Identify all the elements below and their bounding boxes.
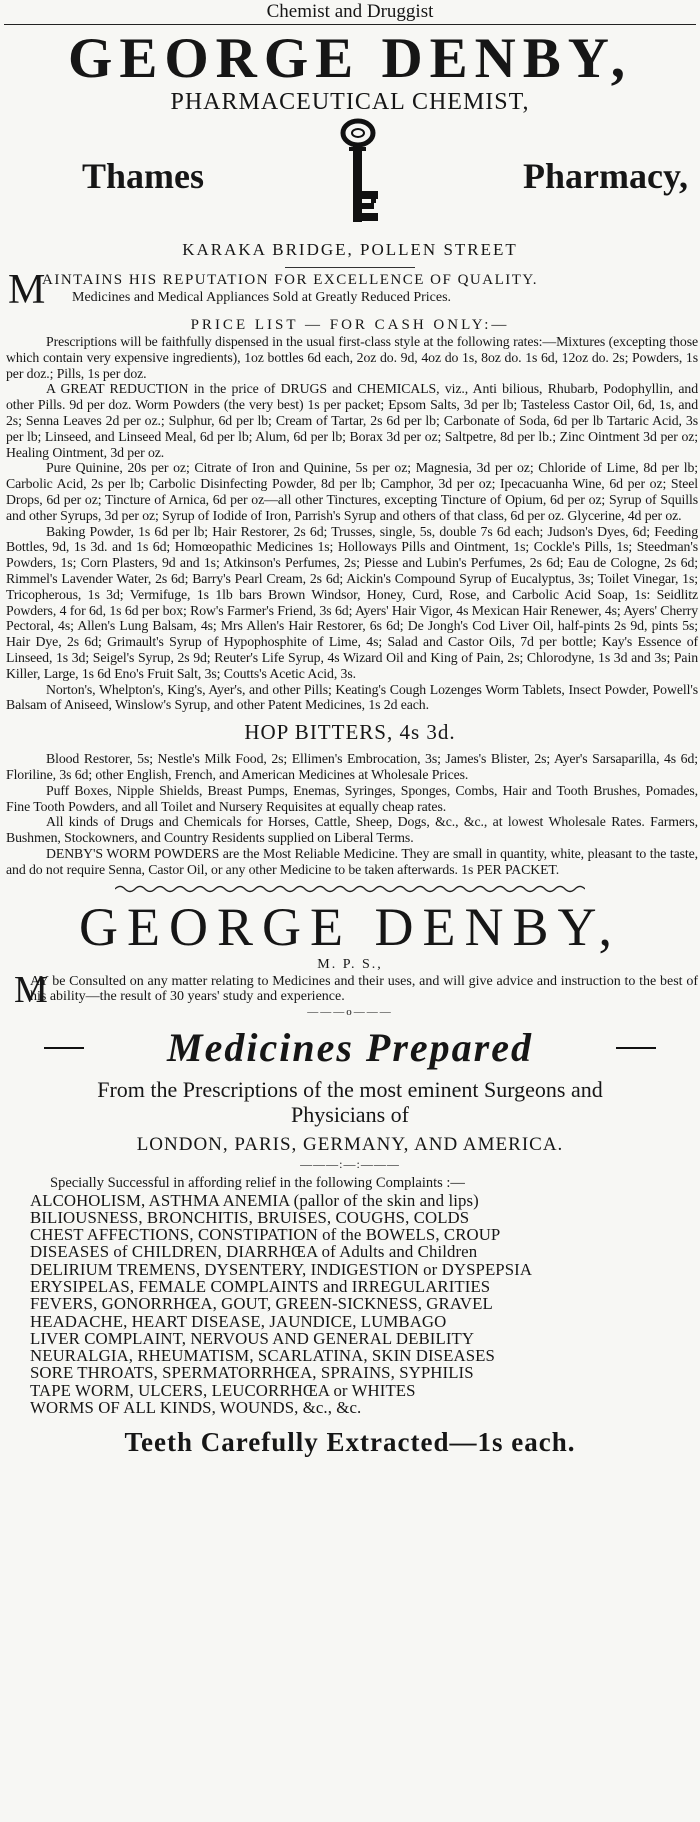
drop-cap: M (8, 267, 46, 313)
paragraph: Pure Quinine, 20s per oz; Citrate of Iron and Quinine, 5s per oz; Magnesia, 3d per oz; Chloride of Lime, 8d per lb; Carbolic Acid, 2s per lb; Carbolic Disinfecting Powder, 8d per lb; Camphor, 3d per oz; Ipecacuanha Wine, 6d per oz; Steel Drops, 6d per oz; Tincture of Arnica, 6d per oz—all other Tinctures, excepting Tincture of Opium, 6d per oz; Syrup of Squills and other Syrups, 3d per oz; Syrup of Iodide of Iron, Parrish's Syrup and others of that class, 6d per oz. Glycerine, 4d per oz. (6, 460, 698, 523)
maintains-block (0, 267, 700, 313)
teeth-extraction-line: Teeth Carefully Extracted—1s each. (124, 1427, 576, 1458)
price-list-heading: PRICE LIST — FOR CASH ONLY:— (190, 317, 510, 333)
list-item: FEVERS, GONORRHŒA, GOUT, GREEN-SICKNESS, GRAVEL (30, 1294, 493, 1314)
list-item: WORMS OF ALL KINDS, WOUNDS, &c., &c. (30, 1398, 362, 1418)
medicines-prepared-banner (0, 1025, 700, 1073)
dash-right (616, 1047, 656, 1049)
paragraph: DENBY'S WORM POWDERS are the Most Reliable Medicine. They are small in quantity, white, pleasant to the taste, and do not require Senna, Castor Oil, or any other Medicine to be taken afterwards. 1s PER PACKET. (6, 845, 698, 877)
paragraph: All kinds of Drugs and Chemicals for Horses, Cattle, Sheep, Dogs, &c., &c., at lowest Wholesale Rates. Farmers, Bushmen, Stockowners, and Country Residents supplied on Liberal Terms. (6, 814, 698, 846)
consult-block (0, 968, 698, 1011)
mps-credential: M. P. S., (317, 956, 383, 972)
paragraph: Baking Powder, 1s 6d per lb; Hair Restorer, 2s 6d; Trusses, single, 5s, double 7s 6d each; Judson's Dyes, 6d; Feeding Bottles, 9d, 1s 3d. and 1s 6d; Homœopathic Medicines 1s; Holloways Pills and Ointment, 1s; Cockle's Pills, 1s; Steedman's Powders, 1s; Corn Plasters, 9d and 1s; Atkinson's Perfumes, 2s; Piesse and Lubin's Perfumes, 2s 6d; Eau de Cologne, 2s 6d; Rimmel's Lavender Water, 2s 6d; Barry's Pearl Cream, 2s 6d; Aickin's Compound Syrup of Eucalyptus, 3s; Toilet Vinegar, 1s; Tricopherous, 1s 3d; Vermifuge, 1s 1lb bars Brown Windsor, Honey, Curd, Rose, and Carbolic Acid Soap, 1s: Seidlitz Powders, 4 for 6d, 1s 6d per box; Row's Farmer's Friend, 3s 6d; Ayers' Hair Vigor, 4s Mexican Hair Renewer, 4s; Ayers' Cherry Pectoral, 4s; Allen's Lung Balsam, 4s; Mrs Allen's Hair Restorer, 6s 6d; De Jongh's Cod Liver Oil, half-pints 2s 9d, pints 5s; Hair Dye, 2s 6d; Grimault's Syrup of Hypophosphite of Lime, 4s; Salad and Castor Oils, 7d per bottle; Kay's Essence of Linseed, 1s 3d; Seigel's Syrup, 2s 9d; Reuter's Life Syrup, 4s Wizard Oil and King of Pain, 2s; Chlorodyne, 1s 3d and 3s; Pain Killer, Large, 1s 6d Eno's Fruit Salt, 3s; Coutts's Acetic Acid, 3s. (6, 523, 698, 681)
sundries-paragraphs (0, 751, 700, 877)
paragraph: Puff Boxes, Nipple Shields, Breast Pumps, Enemas, Syringes, Sponges, Combs, Hair and Tooth Brushes, Pomades, Fine Tooth Powders, and all Toilet and Nursery Requisites at equally cheap rates. (6, 782, 698, 814)
countries-line: LONDON, PARIS, GERMANY, AND AMERICA. (136, 1133, 564, 1155)
hop-bitters-heading: HOP BITTERS, 4s 3d. (244, 720, 456, 745)
ornament-divider: ———o——— (307, 1005, 393, 1018)
price-list-paragraphs (0, 334, 700, 713)
medicines-prepared-heading: Medicines Prepared (167, 1024, 533, 1070)
pharmacy-name-right: Pharmacy, (523, 156, 688, 196)
list-item: DISEASES of CHILDREN, DIARRHŒA of Adults and Children (30, 1242, 478, 1262)
prescriptions-line: From the Prescriptions of the most eminent Surgeons and (97, 1076, 603, 1102)
masthead: Chemist and Druggist (4, 0, 696, 25)
list-item: TAPE WORM, ULCERS, LEUCORRHŒA or WHITES (30, 1380, 416, 1400)
list-item: CHEST AFFECTIONS, CONSTIPATION of the BOWELS, CROUP (30, 1225, 501, 1245)
list-item: NEURALGIA, RHEUMATISM, SCARLATINA, SKIN DISEASES (30, 1346, 495, 1366)
short-rule (285, 267, 415, 268)
paragraph: Prescriptions will be faithfully dispensed in the usual first-class style at the following rates:—Mixtures (excepting those which contain very expensive ingredients), 1oz bottles 6d each, 2oz do. 9d, 4oz do 1s, 8oz do. 1s 6d, 12oz do. 2s; Powders, 1s per doz.; Pills, 1s per doz. (6, 334, 698, 381)
proprietor-title: PHARMACEUTICAL CHEMIST, (170, 89, 530, 115)
pharmacy-name-left: Thames (82, 156, 205, 196)
complaints-list (0, 1192, 700, 1417)
proprietor-name-secondary: GEORGE DENBY, (78, 896, 621, 957)
list-item: ALCOHOLISM, ASTHMA ANEMIA (pallor of the skin and lips) (30, 1190, 479, 1210)
drop-cap: M (14, 968, 48, 1011)
list-item: ERYSIPELAS, FEMALE COMPLAINTS and IRREGULARITIES (30, 1276, 491, 1296)
specially-successful: Specially Successful in affording relief in the following Complaints :— (50, 1174, 465, 1191)
list-item: LIVER COMPLAINT, NERVOUS AND GENERAL DEBILITY (30, 1328, 475, 1348)
dots-divider: ———:—:——— (300, 1156, 400, 1171)
list-item: HEADACHE, HEART DISEASE, JAUNDICE, LUMBAGO (30, 1311, 447, 1331)
reduced-prices-line: Medicines and Medical Appliances Sold at Greatly Reduced Prices. (72, 290, 452, 305)
paragraph: A GREAT REDUCTION in the price of DRUGS and CHEMICALS, viz., Anti bilious, Rhubarb, Podophyllin, and other Pills. 9d per doz. Worm Powders (the very best) 1s per packet; Epsom Salts, 3d per lb; Tasteless Castor Oil, 6d, 1s, and 2s; Senna Leaves 2d per oz.; Sulphur, 6d per lb; Cream of Tartar, 2s 6d per lb; Carbonate of Soda, 6d per lb Tartaric Acid, 3s per lb; Linseed, and Linseed Meal, 6d per lb; Alum, 6d per lb; Borax 3d per oz; Saltpetre, 8d per lb.; Zinc Ointment 3d per oz; Healing Ointment, 3d per oz. (6, 381, 698, 460)
paragraph: Blood Restorer, 5s; Nestle's Milk Food, 2s; Ellimen's Embrocation, 3s; James's Blister, 2s; Ayer's Sarsaparilla, 4s 6d; Floriline, 3s 6d; other English, French, and American Medicines at Wholesale Prices. (6, 751, 698, 782)
paragraph: Norton's, Whelpton's, King's, Ayer's, and other Pills; Keating's Cough Lozenges Worm Tablets, Insect Powder, Powell's Balsam of Aniseed, Winslow's Syrup, and other Patent Medicines, 1s 2d each. (6, 681, 698, 713)
list-item: BILIOUSNESS, BRONCHITIS, BRUISES, COUGHS, COLDS (30, 1207, 470, 1227)
consult-text: AY be Consulted on any matter relating to Medicines and their uses, and will give advice and instruction to the best of his ability—the result of 30 years' study and experience. (30, 973, 698, 1004)
physicians-line: Physicians of (291, 1101, 409, 1127)
key-icon (338, 117, 382, 227)
proprietor-name: GEORGE DENBY, (67, 27, 632, 90)
pharmacy-sign (0, 115, 700, 235)
maintains-line: AINTAINS HIS REPUTATION FOR EXCELLENCE OF QUALITY. (42, 272, 539, 288)
address: KARAKA BRIDGE, POLLEN STREET (182, 240, 518, 259)
list-item: SORE THROATS, SPERMATORRHŒA, SPRAINS, SYPHILIS (30, 1363, 474, 1383)
wavy-divider (115, 884, 585, 894)
list-item: DELIRIUM TREMENS, DYSENTERY, INDIGESTION or DYSPEPSIA (30, 1259, 533, 1279)
